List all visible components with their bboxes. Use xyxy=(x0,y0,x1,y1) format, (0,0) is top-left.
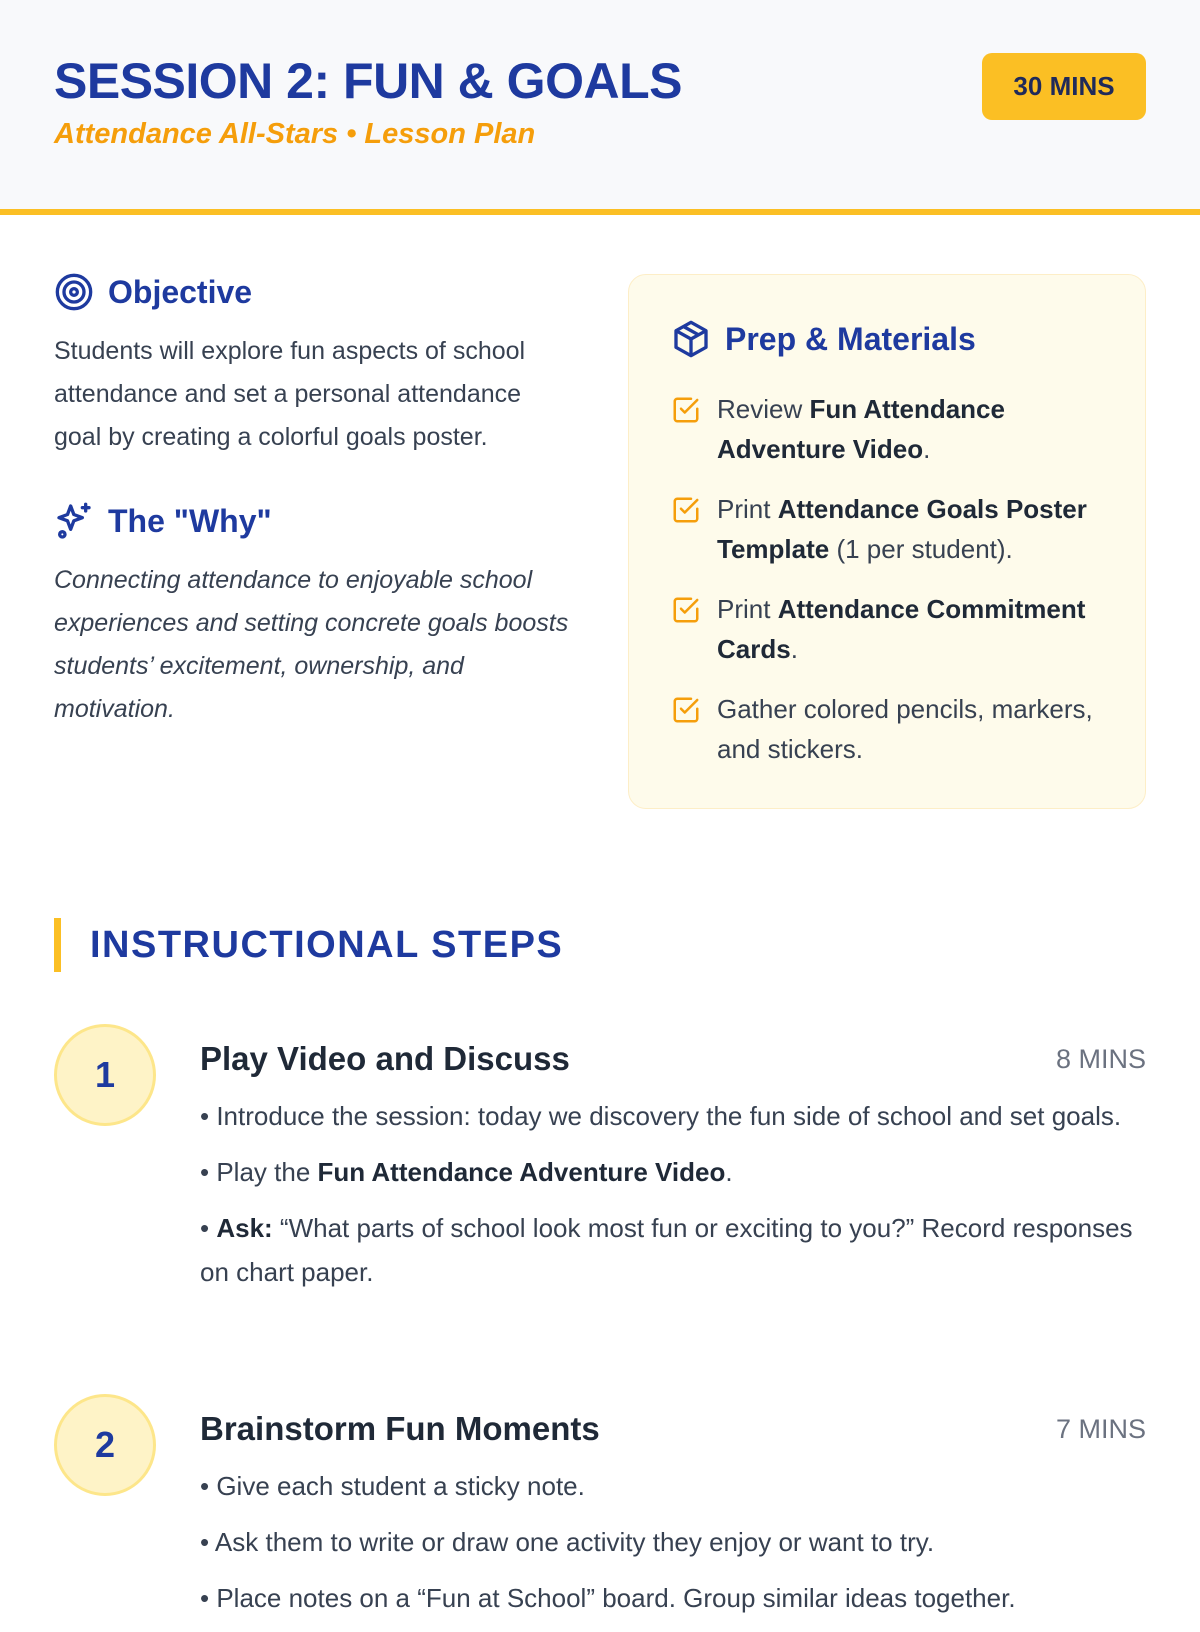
step-bullet-prefix: Play the xyxy=(216,1157,318,1187)
why-text: Connecting attendance to enjoyable school experiences and setting concrete goals boosts students’ excitement, ownership, and motivation. xyxy=(54,566,569,723)
duration-badge: 30 MINS xyxy=(982,53,1146,120)
materials-item-suffix: (1 per student). xyxy=(829,534,1013,564)
materials-item-bold: Attendance Commitment Cards xyxy=(717,594,1086,664)
materials-item-bold: Fun Attendance Adventure Video xyxy=(717,394,1005,464)
materials-item xyxy=(671,689,1111,769)
step-title: Brainstorm Fun Moments xyxy=(200,1410,600,1447)
step-bullet: • Play the Fun Attendance Adventure Video. xyxy=(200,1157,733,1187)
checkbox-check-icon xyxy=(671,495,701,525)
materials-heading-text: Prep & Materials xyxy=(725,320,976,357)
package-icon xyxy=(671,319,711,359)
step-bullet-text: “What parts of school look most fun or exciting to you?” Record responses on chart paper. xyxy=(200,1213,1133,1287)
checkbox-check-icon xyxy=(671,595,701,625)
step-number: 2 xyxy=(54,1394,156,1496)
objective-heading-text: Objective xyxy=(108,273,253,310)
why-heading-text: The "Why" xyxy=(108,502,272,539)
materials-item xyxy=(671,389,1111,469)
step-bullet: • Ask them to write or draw one activity they enjoy or want to try. xyxy=(200,1527,935,1557)
step-bullet: • Place notes on a “Fun at School” board. Group similar ideas together. xyxy=(200,1583,1016,1613)
sparkles-icon xyxy=(54,501,94,541)
materials-item-prefix: Print xyxy=(717,594,778,624)
step-bullet-text: Introduce the session: today we discovery the fun side of school and set goals. xyxy=(216,1101,1122,1131)
materials-item xyxy=(671,489,1111,569)
step-bullet-bold: Fun Attendance Adventure Video xyxy=(317,1157,726,1187)
materials-heading xyxy=(671,319,976,359)
page-title: SESSION 2: FUN & GOALS xyxy=(54,53,682,109)
step-duration: 7 MINS xyxy=(1055,1414,1146,1444)
page-subtitle: Attendance All-Stars • Lesson Plan xyxy=(54,118,536,150)
step-bullet-text: . xyxy=(725,1157,733,1187)
materials-item-suffix: . xyxy=(923,434,931,464)
step-number: 1 xyxy=(54,1024,156,1126)
why-heading xyxy=(54,501,574,541)
step-bullet-text: Give each student a sticky note. xyxy=(216,1471,585,1501)
target-icon xyxy=(54,272,94,312)
checkbox-check-icon xyxy=(671,395,701,425)
materials-item-prefix: Gather colored pencils, markers, and stickers. xyxy=(717,694,1093,764)
step-bullet-text: Ask them to write or draw one activity they enjoy or want to try. xyxy=(214,1527,935,1557)
materials-item-prefix: Review xyxy=(717,394,810,424)
step-bullet: • Introduce the session: today we discovery the fun side of school and set goals. xyxy=(200,1101,1122,1131)
step-bullet-text: Place notes on a “Fun at School” board. Group similar ideas together. xyxy=(216,1583,1016,1613)
materials-list xyxy=(671,389,1111,789)
checkbox-check-icon xyxy=(671,695,701,725)
materials-item-prefix: Print xyxy=(717,494,778,524)
materials-item xyxy=(671,589,1111,669)
instructional-steps-heading: INSTRUCTIONAL STEPS xyxy=(54,918,563,972)
step-1 xyxy=(54,1024,1146,1344)
objective-text: Students will explore fun aspects of school attendance and set a personal attendance goal by creating a colorful goals poster. xyxy=(54,337,526,451)
step-2 xyxy=(54,1394,1146,1613)
step-duration: 8 MINS xyxy=(1055,1044,1146,1074)
objective-heading xyxy=(54,272,574,312)
step-bullet-bold: Ask: xyxy=(216,1213,273,1243)
step-bullet: • Give each student a sticky note. xyxy=(200,1471,585,1501)
objective-section xyxy=(54,272,574,731)
step-bullets xyxy=(200,1094,1146,1306)
step-bullets xyxy=(200,1464,1146,1632)
materials-item-bold: Attendance Goals Poster Template xyxy=(717,494,1087,564)
step-bullet: • Ask: “What parts of school look most fun or exciting to you?” Record responses on chart paper. xyxy=(200,1213,1133,1287)
materials-item-suffix: . xyxy=(790,634,798,664)
page-header xyxy=(0,0,1200,215)
materials-card xyxy=(628,274,1146,809)
step-title: Play Video and Discuss xyxy=(200,1040,570,1077)
